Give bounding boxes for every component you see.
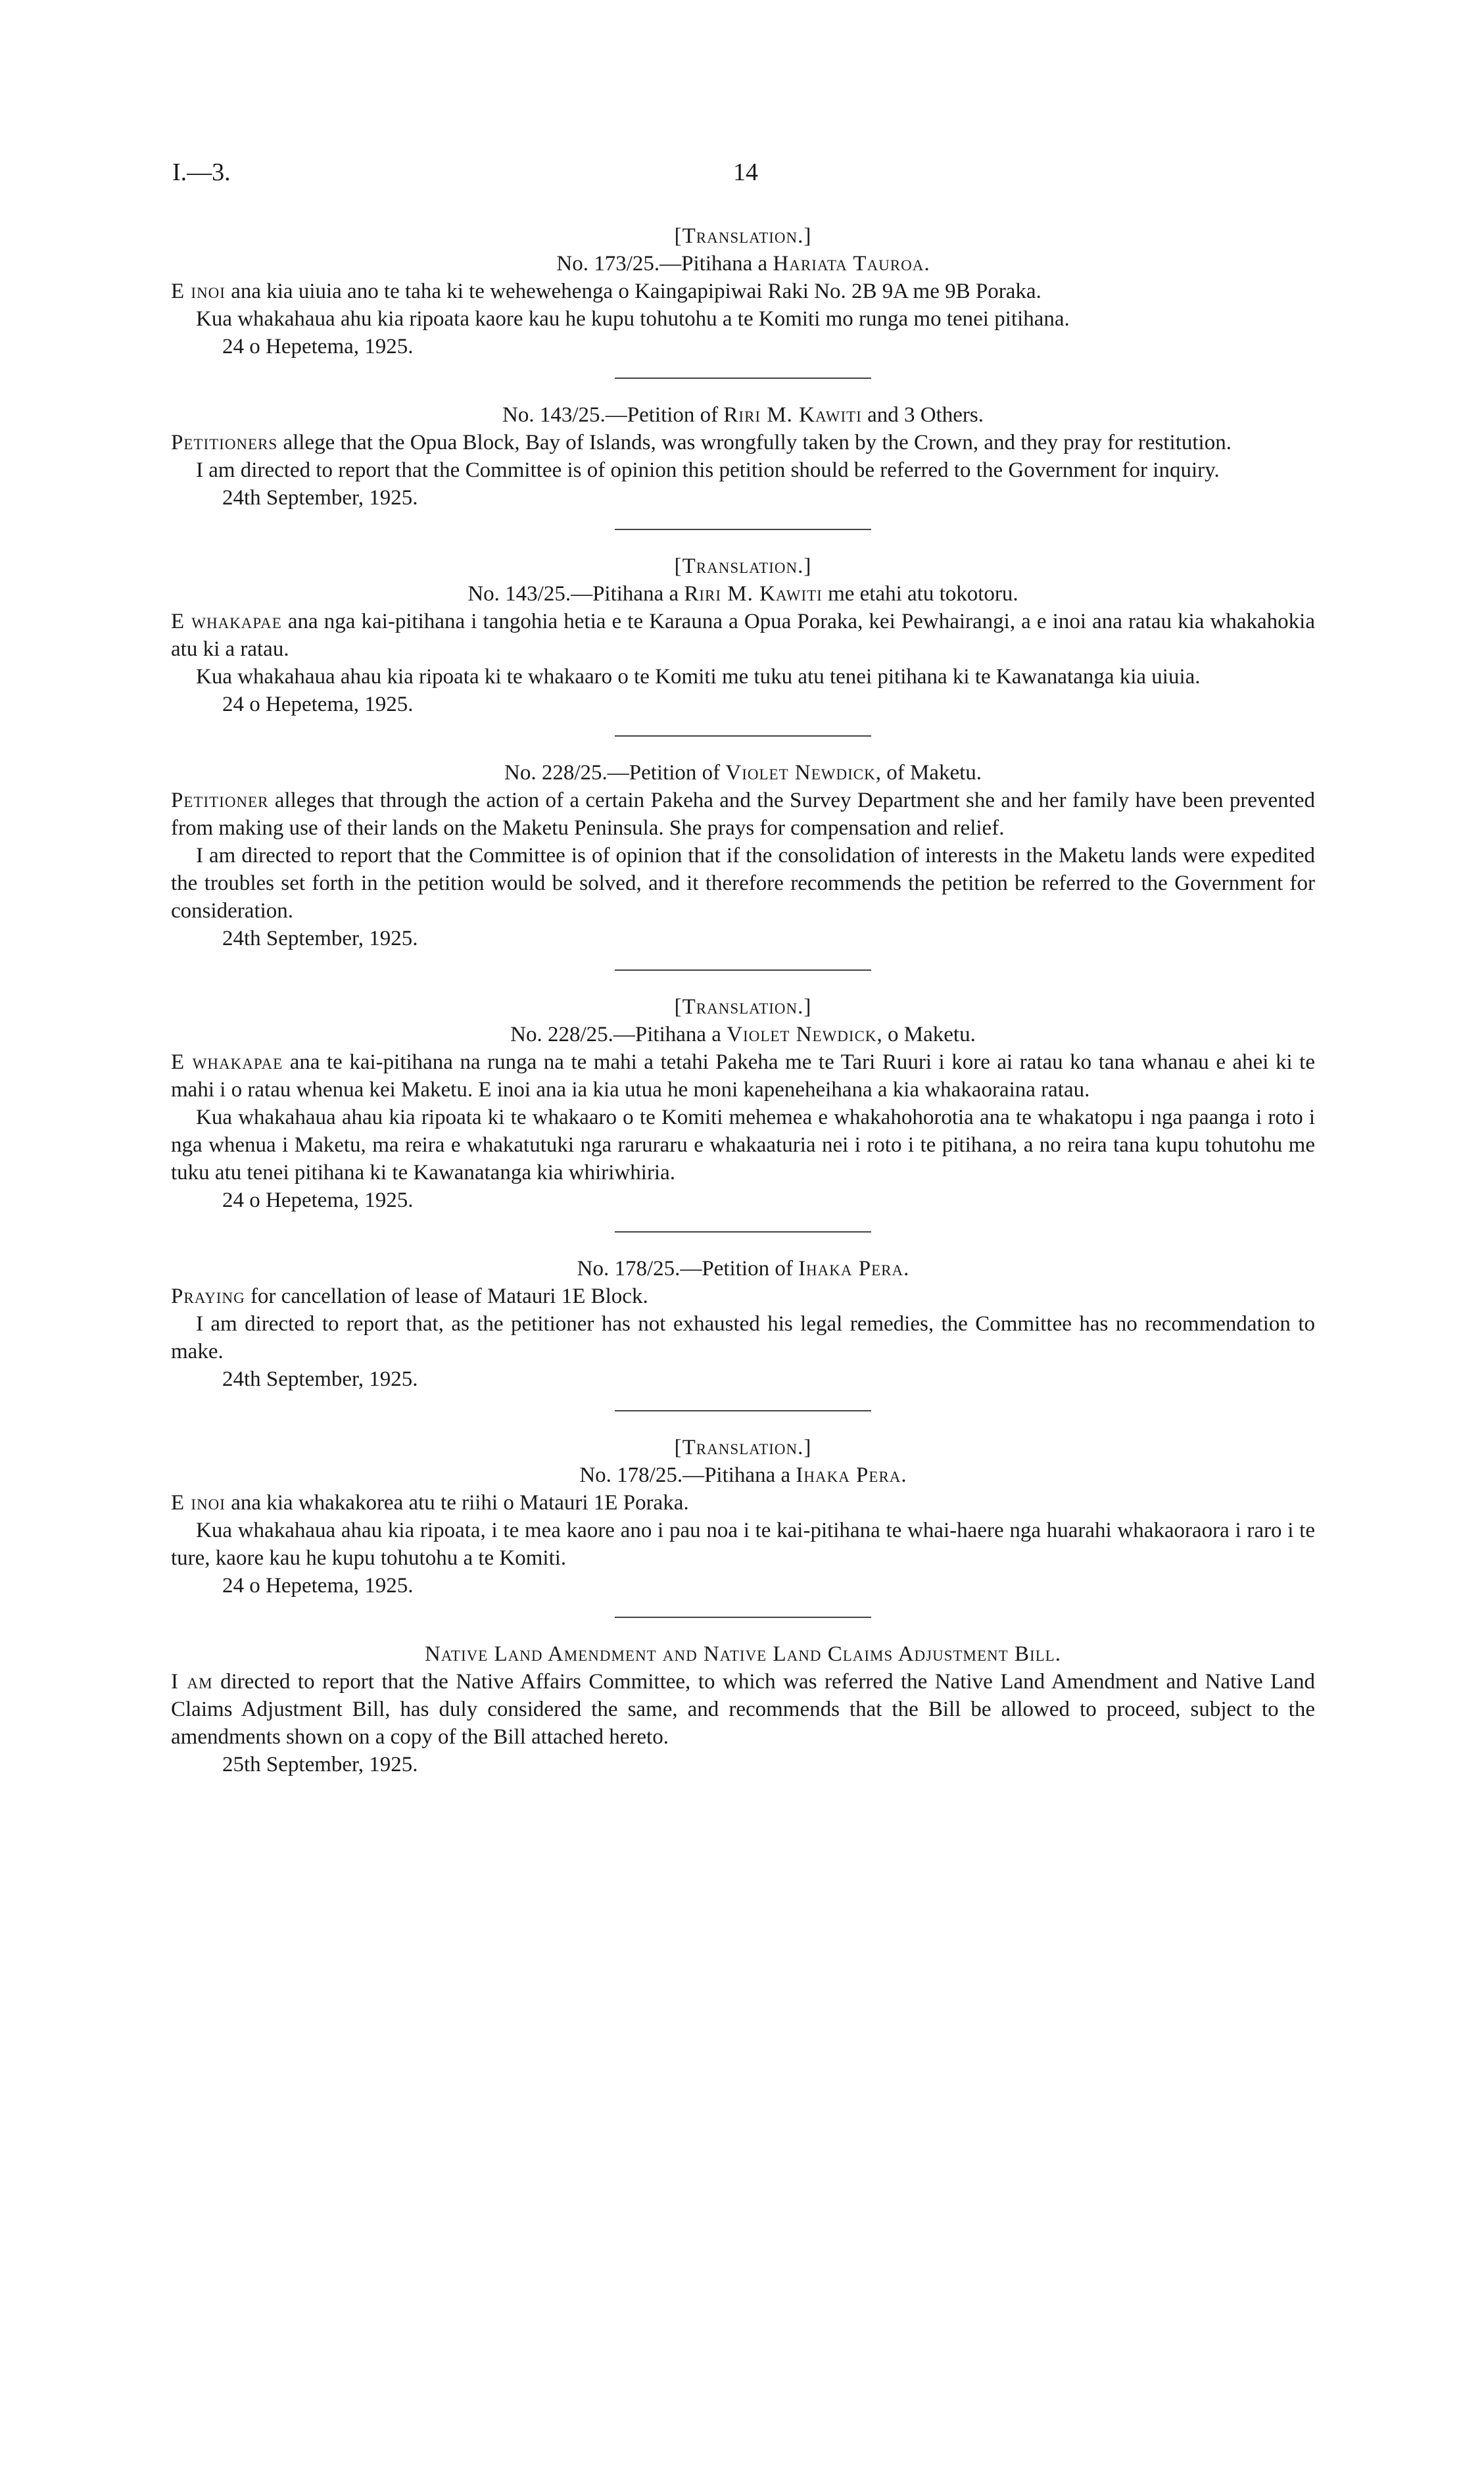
petition-section bbox=[171, 552, 1315, 737]
page-header bbox=[172, 158, 1316, 197]
title-number: No. 173/25.—Pitihana a bbox=[556, 252, 773, 276]
petition-title bbox=[171, 1461, 1315, 1489]
summary-text: ana kia uiuia ano te taha ki te wehewehenga o Kaingapipiwai Raki No. 2B 9A me 9B Poraka. bbox=[225, 280, 1041, 303]
page-content bbox=[171, 222, 1315, 1778]
petition-section bbox=[171, 993, 1315, 1233]
petitioner-name: Violet Newdick bbox=[725, 761, 876, 785]
title-suffix: , of Maketu. bbox=[875, 761, 982, 785]
committee-report: Kua whakahaua ahau kia ripoata ki te whakaaro o te Komiti me tuku atu tenei pitihana ki te Kawanatanga kia uiuia. bbox=[196, 665, 1201, 689]
translation-label: [Translation.] bbox=[674, 1436, 812, 1459]
petition-section bbox=[171, 759, 1315, 971]
report-date: 24th September, 1925. bbox=[222, 486, 418, 510]
translation-label: [Translation.] bbox=[674, 995, 812, 1019]
title-number: No. 178/25.—Petition of bbox=[577, 1257, 799, 1281]
petition-title bbox=[171, 580, 1315, 608]
title-number: No. 143/25.—Petition of bbox=[502, 403, 724, 427]
section-divider bbox=[615, 378, 871, 379]
title-suffix: . bbox=[901, 1463, 907, 1487]
report-date: 24 o Hepetema, 1925. bbox=[222, 1574, 414, 1598]
title-suffix: , o Maketu. bbox=[876, 1023, 976, 1046]
report-date: 25th September, 1925. bbox=[222, 1753, 418, 1776]
petition-title bbox=[171, 250, 1315, 278]
petition-summary bbox=[171, 1048, 1315, 1104]
section-divider bbox=[615, 735, 871, 737]
petition-title bbox=[171, 401, 1315, 429]
committee-report: I am directed to report that the Committee is of opinion that if the consolidation of interests in the Maketu lands were expedited the troubles set forth in the petition would be solved, and it therefore recommends the petition be referred to the Government for consideration. bbox=[171, 844, 1315, 923]
report-date: 24 o Hepetema, 1925. bbox=[222, 693, 414, 716]
report-date: 24 o Hepetema, 1925. bbox=[222, 1188, 414, 1212]
title-number: No. 228/25.—Pitihana a bbox=[510, 1023, 727, 1046]
report-date: 24th September, 1925. bbox=[222, 1367, 418, 1391]
petition-summary bbox=[171, 278, 1315, 305]
petitioner-name: Ihaka Pera bbox=[798, 1257, 904, 1281]
section-divider bbox=[615, 1617, 871, 1618]
lead-words: Petitioner bbox=[171, 789, 269, 812]
lead-words: E whakapae bbox=[171, 1050, 283, 1074]
summary-text: ana te kai-pitihana na runga na te mahi a tetahi Pakeha me te Tari Ruuri i kore ai ratau ko tana whanau e ahei ki te mahi i o ratau whenua kei Maketu. E inoi ana ia kia utua he moni kapeneheihana a kia whakaoraina ratau. bbox=[171, 1050, 1315, 1102]
summary-text: allege that the Opua Block, Bay of Islands, was wrongfully taken by the Crown, and they pray for restitution. bbox=[277, 431, 1232, 454]
petition-section bbox=[171, 1255, 1315, 1411]
report-date: 24th September, 1925. bbox=[222, 927, 418, 950]
section-divider bbox=[615, 969, 871, 971]
title-number: No. 143/25.—Pitihana a bbox=[467, 582, 684, 606]
page-number: 14 bbox=[733, 159, 758, 186]
committee-report: I am directed to report that, as the petitioner has not exhausted his legal remedies, the Committee has no recommendation to make. bbox=[171, 1312, 1315, 1363]
lead-words: E inoi bbox=[171, 280, 226, 303]
report-date: 24 o Hepetema, 1925. bbox=[222, 335, 414, 358]
committee-report: Kua whakahaua ahu kia ripoata kaore kau he kupu tohutohu a te Komiti mo runga mo tenei pitihana. bbox=[196, 307, 1070, 331]
lead-words: I am bbox=[171, 1670, 213, 1694]
title-suffix: and 3 Others. bbox=[861, 403, 984, 427]
petition-section bbox=[171, 1434, 1315, 1618]
petition-summary bbox=[171, 608, 1315, 663]
petition-title bbox=[171, 1021, 1315, 1048]
summary-text: alleges that through the action of a certain Pakeha and the Survey Department she and her family have been prevented from making use of their lands on the Maketu Peninsula. She prays for compensation and relief. bbox=[171, 789, 1315, 840]
petition-section bbox=[171, 401, 1315, 530]
bill-report-text: directed to report that the Native Affairs Committee, to which was referred the Native Land Amendment and Native Land Claims Adjustment Bill, has duly considered the same, and recommends that the Bill be allowed to proceed, subject to the amendments shown on a copy of the Bill attached hereto. bbox=[171, 1670, 1315, 1749]
section-divider bbox=[615, 529, 871, 530]
section-divider bbox=[615, 1410, 871, 1411]
summary-text: for cancellation of lease of Matauri 1E Block. bbox=[245, 1284, 648, 1308]
bill-report bbox=[171, 1668, 1315, 1751]
summary-text: ana nga kai-pitihana i tangohia hetia e te Karauna a Opua Poraka, kei Pewhairangi, a e inoi ana ratau kia whakahokia atu ki a ratau. bbox=[171, 610, 1315, 661]
petition-title bbox=[171, 1255, 1315, 1283]
lead-words: E whakapae bbox=[171, 610, 282, 633]
translation-label: [Translation.] bbox=[674, 554, 812, 578]
document-reference: I.—3. bbox=[172, 159, 231, 186]
lead-words: Praying bbox=[171, 1284, 245, 1308]
title-number: No. 228/25.—Petition of bbox=[504, 761, 726, 785]
petitioner-name: Hariata Tauroa bbox=[773, 252, 924, 276]
petition-section bbox=[171, 222, 1315, 379]
section-divider bbox=[615, 1231, 871, 1233]
committee-report: Kua whakahaua ahau kia ripoata ki te whakaaro o te Komiti mehemea e whakahohorotia ana te whakatopu i nga paanga i roto i nga whenua i Maketu, ma reira e whakatutuki nga raruraru e whakaaturia nei i roto i te pitihana, a no reira tana kupu tohutohu me tuku atu tenei pitihana ki te Kawanatanga kia whiriwhiria. bbox=[171, 1106, 1315, 1185]
title-suffix: me etahi atu tokotoru. bbox=[822, 582, 1018, 606]
summary-text: ana kia whakakorea atu te riihi o Matauri 1E Poraka. bbox=[225, 1491, 689, 1515]
petition-title bbox=[171, 759, 1315, 787]
petitioner-name: Riri M. Kawiti bbox=[723, 403, 862, 427]
committee-report: Kua whakahaua ahau kia ripoata, i te mea kaore ano i pau noa i te kai-pitihana te whai-haere nga huarahi whakaoraora i raro i te ture, kaore kau he kupu tohutohu a te Komiti. bbox=[171, 1519, 1315, 1570]
petition-summary bbox=[171, 429, 1315, 456]
lead-words: E inoi bbox=[171, 1491, 226, 1515]
lead-words: Petitioners bbox=[171, 431, 278, 454]
petitioner-name: Violet Newdick bbox=[727, 1023, 877, 1046]
bill-title: Native Land Amendment and Native Land Claims Adjustment Bill. bbox=[425, 1642, 1061, 1666]
title-number: No. 178/25.—Pitihana a bbox=[579, 1463, 796, 1487]
petition-summary bbox=[171, 1283, 1315, 1310]
bill-section bbox=[171, 1640, 1315, 1778]
committee-report: I am directed to report that the Committee is of opinion this petition should be referred to the Government for inquiry. bbox=[196, 458, 1220, 482]
title-suffix: . bbox=[903, 1257, 909, 1281]
petitioner-name: Riri M. Kawiti bbox=[684, 582, 823, 606]
petitioner-name: Ihaka Pera bbox=[796, 1463, 901, 1487]
translation-label: [Translation.] bbox=[674, 224, 812, 248]
title-suffix: . bbox=[924, 252, 930, 276]
petition-summary bbox=[171, 1489, 1315, 1517]
petition-summary bbox=[171, 787, 1315, 842]
